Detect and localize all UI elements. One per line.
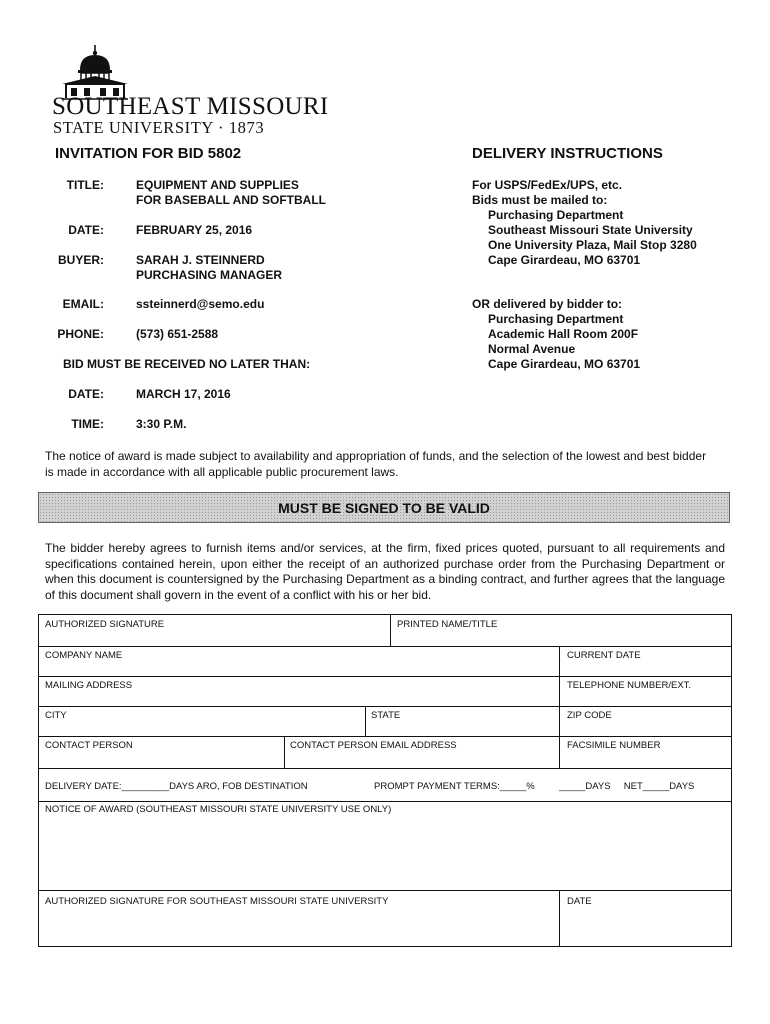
facsimile-field[interactable]: FACSIMILE NUMBER [567,740,661,751]
form-divider [39,676,731,677]
bidder-signature-form [38,614,732,947]
date-label: DATE: [68,223,104,237]
award-date-field: DATE [567,896,592,907]
hand-address-line: Academic Hall Room 200F [488,327,639,341]
title-label: TITLE: [66,178,104,192]
signature-required-banner: MUST BE SIGNED TO BE VALID [38,492,730,523]
hand-address-line: Normal Avenue [488,342,576,356]
form-column-divider [390,615,391,646]
date-value: FEBRUARY 25, 2016 [136,223,253,237]
hand-address-line: Purchasing Department [488,312,624,326]
invitation-heading: INVITATION FOR BID 5802 [55,145,242,162]
buyer-role: PURCHASING MANAGER [136,268,283,282]
deadline-time-label: TIME: [71,417,104,431]
current-date-field[interactable]: CURRENT DATE [567,650,641,661]
mail-line: Bids must be mailed to: [472,193,608,207]
telephone-field[interactable]: TELEPHONE NUMBER/EXT. [567,680,692,691]
form-divider [39,706,731,707]
form-column-divider [284,736,285,768]
state-field[interactable]: STATE [371,710,401,721]
printed-name-field[interactable]: PRINTED NAME/TITLE [397,619,498,630]
deadline-date-value: MARCH 17, 2016 [136,387,231,401]
deadline-heading: BID MUST BE RECEIVED NO LATER THAN: [63,357,311,371]
hand-address-line: Cape Girardeau, MO 63701 [488,357,641,371]
zip-code-field[interactable]: ZIP CODE [567,710,612,721]
mail-address-line: One University Plaza, Mail Stop 3280 [488,238,697,252]
award-notice-text: The notice of award is made subject to availability and appropriation of funds, and the selection of the lowest and best bidder is made in accordance with all applicable public procurement laws. [45,449,707,479]
contact-email-field[interactable]: CONTACT PERSON EMAIL ADDRESS [290,740,457,751]
form-divider [39,646,731,647]
form-divider [39,801,731,802]
contact-person-field[interactable]: CONTACT PERSON [45,740,133,751]
hand-delivery-intro: OR delivered by bidder to: [472,297,623,311]
university-dome-logo-icon [60,44,130,100]
mail-address-line: Cape Girardeau, MO 63701 [488,253,641,267]
form-column-divider [559,890,560,946]
deadline-time-value: 3:30 P.M. [136,417,187,431]
phone-label: PHONE: [57,327,104,341]
payment-terms-field[interactable]: PROMPT PAYMENT TERMS:_____% [374,781,535,792]
phone-value: (573) 651-2588 [136,327,219,341]
days-net-field[interactable]: _____DAYS NET_____DAYS [559,781,695,792]
buyer-name: SARAH J. STEINNERD [136,253,265,267]
title-value-line2: FOR BASEBALL AND SOFTBALL [136,193,326,207]
buyer-label: BUYER: [57,253,104,267]
form-column-divider [559,646,560,768]
logo-subtitle: STATE UNIVERSITY · 1873 [53,118,265,137]
form-divider [39,736,731,737]
mail-intro: For USPS/FedEx/UPS, etc. [472,178,623,192]
authorized-signature-field[interactable]: AUTHORIZED SIGNATURE [45,619,165,630]
form-divider [39,768,731,769]
mail-address-line: Southeast Missouri State University [488,223,693,237]
university-signature-field: AUTHORIZED SIGNATURE FOR SOUTHEAST MISSOURI STATE UNIVERSITY [45,896,389,907]
logo-name: SOUTHEAST MISSOURI [52,93,329,120]
form-column-divider [365,706,366,736]
form-divider [39,890,731,891]
deadline-date-label: DATE: [68,387,104,401]
mail-address-line: Purchasing Department [488,208,624,222]
email-label: EMAIL: [62,297,104,311]
notice-of-award-field: NOTICE OF AWARD (SOUTHEAST MISSOURI STATE UNIVERSITY USE ONLY) [45,804,392,815]
delivery-terms-field[interactable]: DELIVERY DATE:_________DAYS ARO, FOB DESTINATION [45,781,308,792]
company-name-field[interactable]: COMPANY NAME [45,650,123,661]
delivery-heading: DELIVERY INSTRUCTIONS [472,145,663,162]
agreement-text: The bidder hereby agrees to furnish items and/or services, at the firm, fixed prices quoted, pursuant to all requirements and specifications contained herein, upon either the receipt of an authorized purchase order from the Purchasing Department or when this document is countersigned by the Purchasing Department as a binding contract, and further agrees that the language of this document shall govern in the event of a conflict with his or her bid. [45,541,725,602]
city-field[interactable]: CITY [45,710,67,721]
mailing-address-field[interactable]: MAILING ADDRESS [45,680,133,691]
email-value: ssteinnerd@semo.edu [136,297,265,311]
title-value-line1: EQUIPMENT AND SUPPLIES [136,178,299,192]
